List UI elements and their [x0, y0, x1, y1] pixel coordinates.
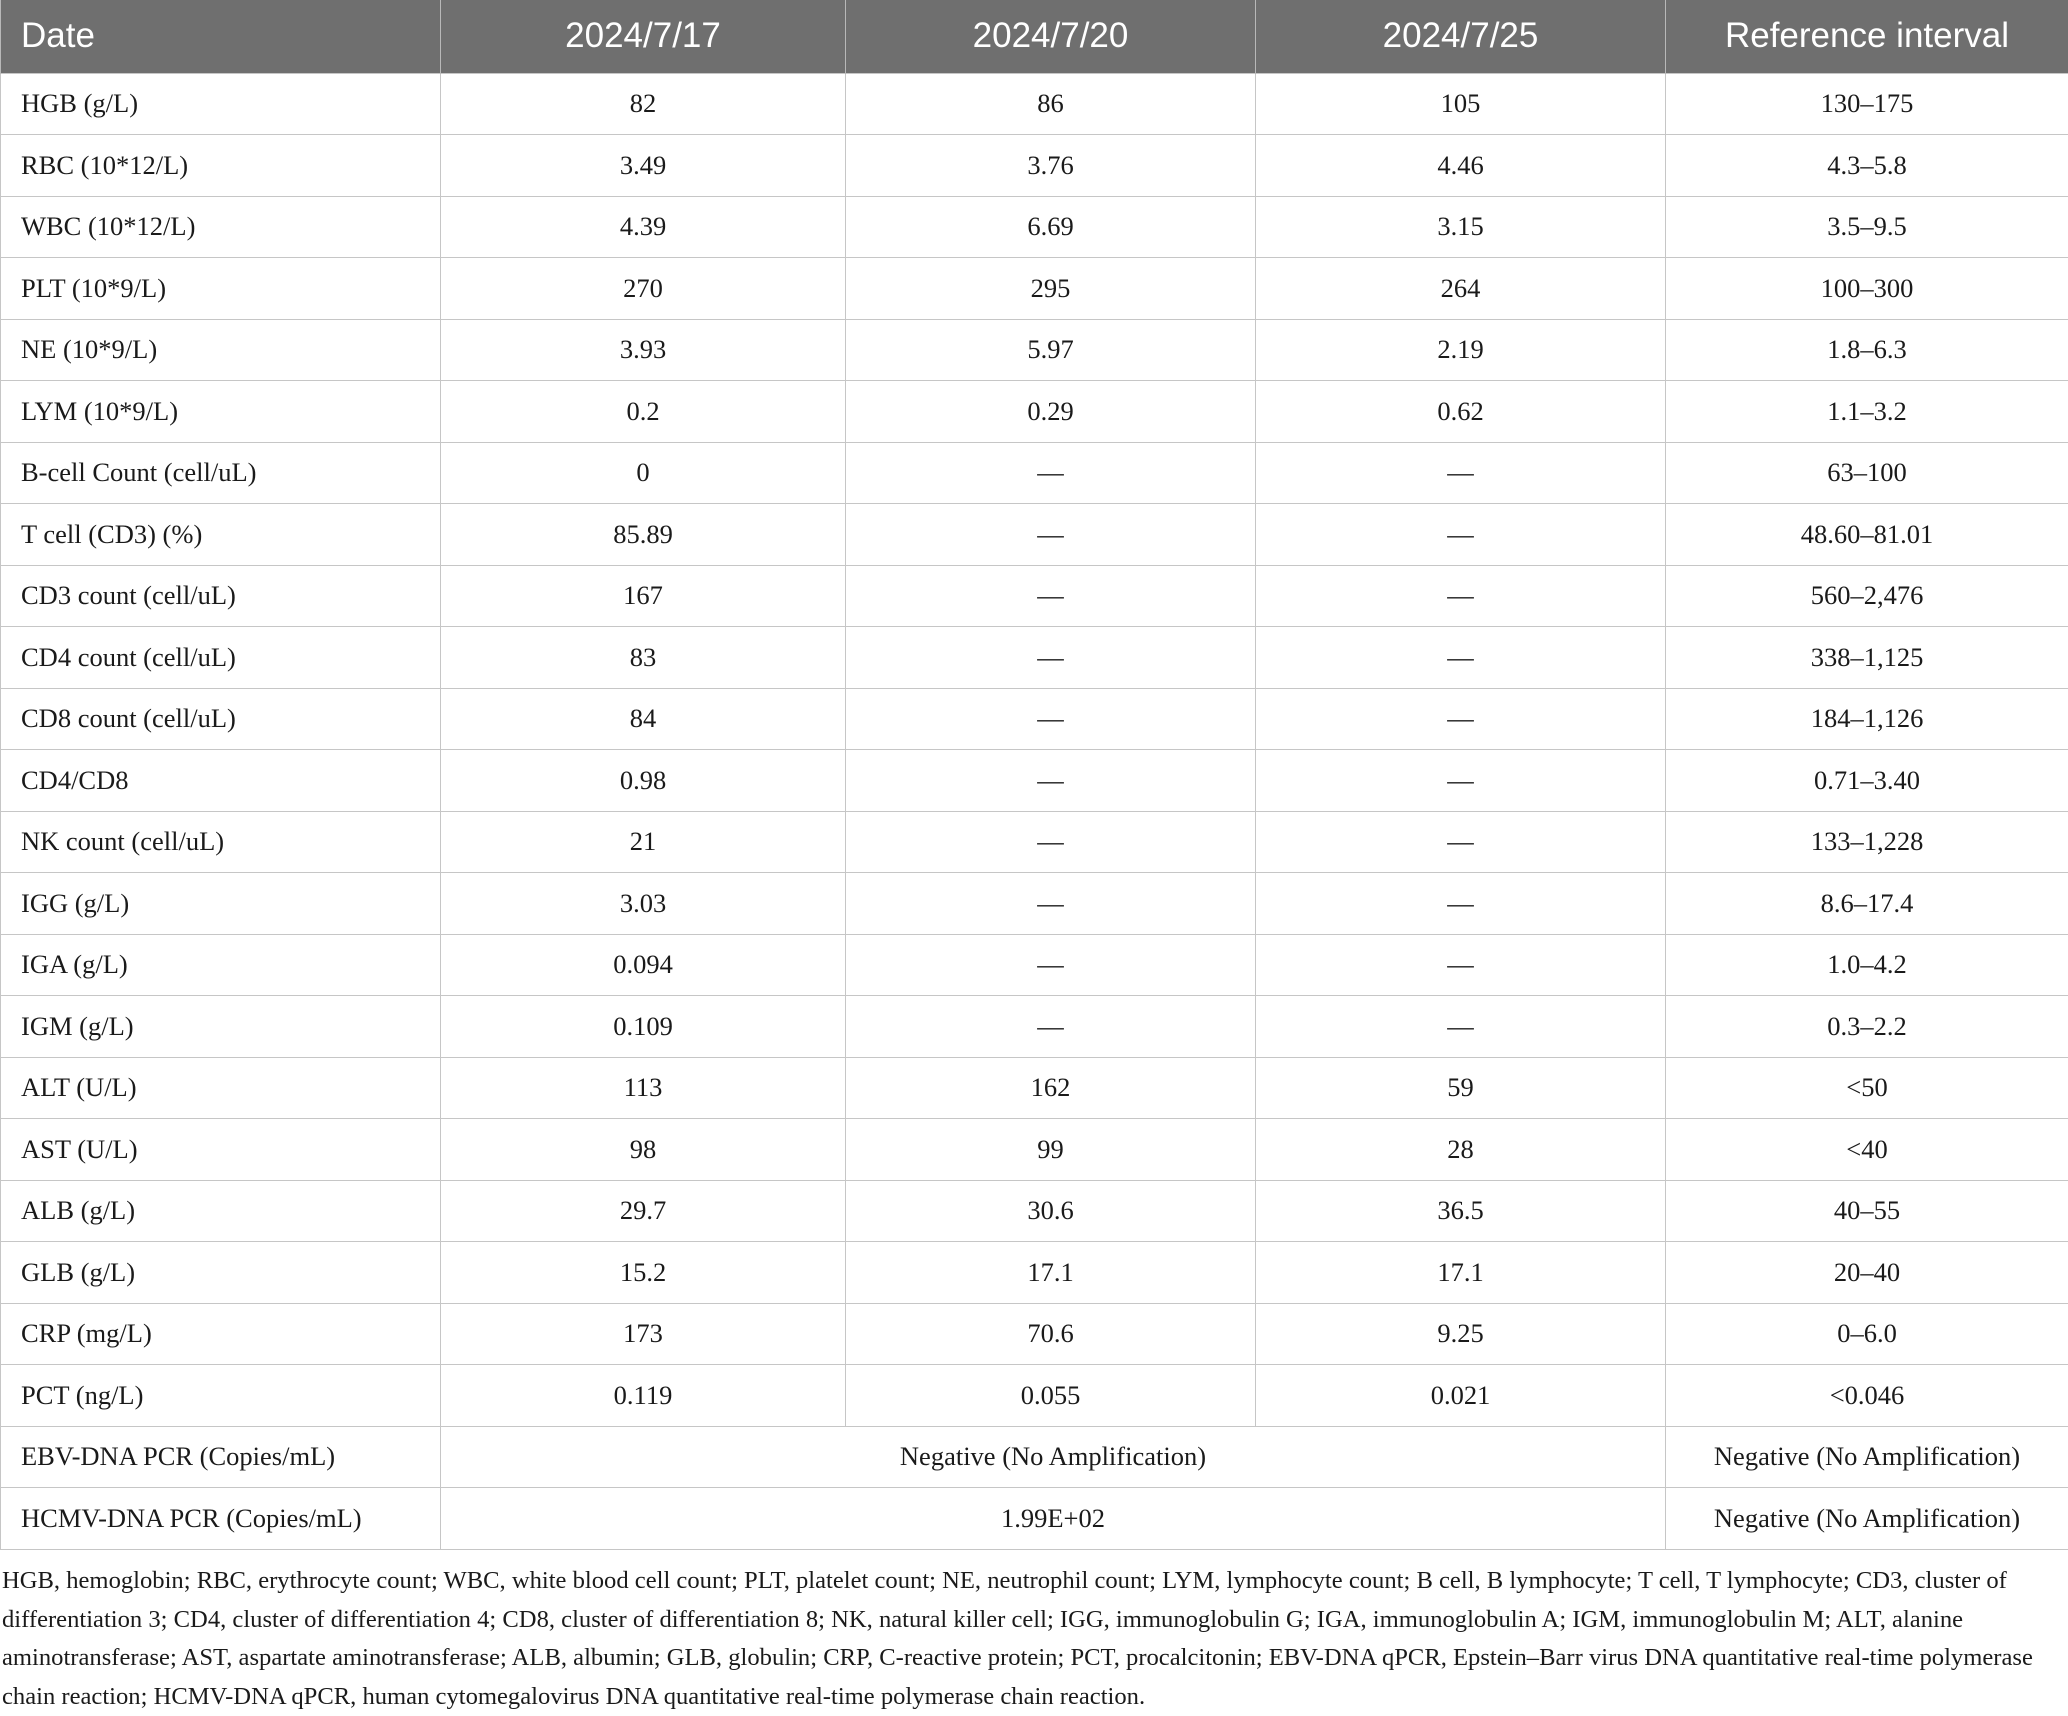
value-2024-7-25: 4.46 [1256, 135, 1666, 197]
table-footnote: HGB, hemoglobin; RBC, erythrocyte count; WBC, white blood cell count; PLT, platelet count; NE, neutrophil count; LYM, lymphocyte count; B cell, B lymphocyte; T cell, T lymphocyte; CD3, cluster of differentiation 3; CD4, cluster of differentiation 4; CD8, cluster of differentiation 8; NK, natural killer cell; IGG, immunoglobulin G; IGA, immunoglobulin A; IGM, immunoglobulin M; ALT, alanine aminotransferase; AST, aspartate aminotransferase; ALB, albumin; GLB, globulin; CRP, C-reactive protein; PCT, procalcitonin; EBV-DNA qPCR, Epstein–Barr virus DNA quantitative real-time polymerase chain reaction; HCMV-DNA qPCR, human cytomegalovirus DNA quantitative real-time polymerase chain reaction. [2, 1562, 2064, 1716]
value-2024-7-17: 0 [441, 442, 846, 504]
reference-value: 133–1,228 [1666, 811, 2068, 873]
row-label: ALB (g/L) [1, 1180, 441, 1242]
value-2024-7-17: 29.7 [441, 1180, 846, 1242]
value-2024-7-17: 0.119 [441, 1365, 846, 1427]
row-label: LYM (10*9/L) [1, 381, 441, 443]
table-row [1, 811, 2068, 873]
value-2024-7-25: 2.19 [1256, 319, 1666, 381]
table-header [1, 0, 2068, 73]
value-2024-7-25: — [1256, 627, 1666, 689]
value-2024-7-25: — [1256, 565, 1666, 627]
table-row [1, 1057, 2068, 1119]
value-2024-7-20: — [846, 688, 1256, 750]
reference-value: 20–40 [1666, 1242, 2068, 1304]
reference-value: 1.0–4.2 [1666, 934, 2068, 996]
row-label: AST (U/L) [1, 1119, 441, 1181]
table-row [1, 1180, 2068, 1242]
value-2024-7-25: 0.021 [1256, 1365, 1666, 1427]
reference-value: 100–300 [1666, 258, 2068, 320]
merged-row-ebv [1, 1426, 2068, 1488]
reference-value: 0–6.0 [1666, 1303, 2068, 1365]
value-2024-7-20: 0.29 [846, 381, 1256, 443]
row-label: B-cell Count (cell/uL) [1, 442, 441, 504]
row-label: ALT (U/L) [1, 1057, 441, 1119]
value-2024-7-20: — [846, 442, 1256, 504]
row-label: IGA (g/L) [1, 934, 441, 996]
reference-value: Negative (No Amplification) [1666, 1426, 2068, 1488]
merged-value: Negative (No Amplification) [441, 1426, 1666, 1488]
table-row [1, 1119, 2068, 1181]
value-2024-7-25: 105 [1256, 73, 1666, 135]
table-row [1, 258, 2068, 320]
row-label: IGM (g/L) [1, 996, 441, 1058]
reference-value: 63–100 [1666, 442, 2068, 504]
reference-value: 1.1–3.2 [1666, 381, 2068, 443]
value-2024-7-25: 9.25 [1256, 1303, 1666, 1365]
table-body [1, 73, 2068, 1549]
value-2024-7-17: 167 [441, 565, 846, 627]
value-2024-7-20: — [846, 873, 1256, 935]
table-row [1, 627, 2068, 689]
header-2024-7-25: 2024/7/25 [1256, 0, 1666, 73]
value-2024-7-20: — [846, 750, 1256, 812]
row-label: CD8 count (cell/uL) [1, 688, 441, 750]
reference-value: <0.046 [1666, 1365, 2068, 1427]
row-label: T cell (CD3) (%) [1, 504, 441, 566]
value-2024-7-17: 21 [441, 811, 846, 873]
value-2024-7-17: 113 [441, 1057, 846, 1119]
table-row [1, 1365, 2068, 1427]
table-row [1, 688, 2068, 750]
value-2024-7-25: — [1256, 996, 1666, 1058]
value-2024-7-25: 264 [1256, 258, 1666, 320]
table-row [1, 319, 2068, 381]
row-label: RBC (10*12/L) [1, 135, 441, 197]
row-label: GLB (g/L) [1, 1242, 441, 1304]
value-2024-7-20: — [846, 627, 1256, 689]
row-label: NK count (cell/uL) [1, 811, 441, 873]
value-2024-7-17: 85.89 [441, 504, 846, 566]
header-row [1, 0, 2068, 73]
reference-value: 130–175 [1666, 73, 2068, 135]
row-label: PCT (ng/L) [1, 1365, 441, 1427]
value-2024-7-25: 36.5 [1256, 1180, 1666, 1242]
value-2024-7-17: 0.109 [441, 996, 846, 1058]
value-2024-7-20: 30.6 [846, 1180, 1256, 1242]
value-2024-7-17: 3.93 [441, 319, 846, 381]
value-2024-7-20: 17.1 [846, 1242, 1256, 1304]
value-2024-7-25: — [1256, 504, 1666, 566]
header-2024-7-17: 2024/7/17 [441, 0, 846, 73]
table-row [1, 750, 2068, 812]
reference-value: 40–55 [1666, 1180, 2068, 1242]
table-row [1, 504, 2068, 566]
value-2024-7-25: — [1256, 442, 1666, 504]
table-row [1, 135, 2068, 197]
value-2024-7-20: 70.6 [846, 1303, 1256, 1365]
reference-value: 0.3–2.2 [1666, 996, 2068, 1058]
value-2024-7-20: — [846, 565, 1256, 627]
row-label: PLT (10*9/L) [1, 258, 441, 320]
table-row [1, 873, 2068, 935]
reference-value: 4.3–5.8 [1666, 135, 2068, 197]
value-2024-7-17: 15.2 [441, 1242, 846, 1304]
value-2024-7-20: — [846, 996, 1256, 1058]
header-2024-7-20: 2024/7/20 [846, 0, 1256, 73]
value-2024-7-25: 0.62 [1256, 381, 1666, 443]
value-2024-7-20: 5.97 [846, 319, 1256, 381]
reference-value: <50 [1666, 1057, 2068, 1119]
row-label: CD3 count (cell/uL) [1, 565, 441, 627]
value-2024-7-25: 17.1 [1256, 1242, 1666, 1304]
row-label: IGG (g/L) [1, 873, 441, 935]
merged-row-hcmv [1, 1488, 2068, 1550]
reference-value: Negative (No Amplification) [1666, 1488, 2068, 1550]
value-2024-7-20: 0.055 [846, 1365, 1256, 1427]
value-2024-7-25: 28 [1256, 1119, 1666, 1181]
value-2024-7-25: — [1256, 811, 1666, 873]
reference-value: 338–1,125 [1666, 627, 2068, 689]
table-row [1, 381, 2068, 443]
value-2024-7-20: 99 [846, 1119, 1256, 1181]
table-row [1, 73, 2068, 135]
merged-value: 1.99E+02 [441, 1488, 1666, 1550]
value-2024-7-25: — [1256, 688, 1666, 750]
table-row [1, 1242, 2068, 1304]
table-row [1, 196, 2068, 258]
row-label: HCMV-DNA PCR (Copies/mL) [1, 1488, 441, 1550]
value-2024-7-17: 83 [441, 627, 846, 689]
value-2024-7-25: 59 [1256, 1057, 1666, 1119]
table-row [1, 996, 2068, 1058]
row-label: HGB (g/L) [1, 73, 441, 135]
value-2024-7-17: 0.2 [441, 381, 846, 443]
row-label: EBV-DNA PCR (Copies/mL) [1, 1426, 441, 1488]
value-2024-7-20: 162 [846, 1057, 1256, 1119]
table-row [1, 1303, 2068, 1365]
value-2024-7-20: 295 [846, 258, 1256, 320]
row-label: CD4 count (cell/uL) [1, 627, 441, 689]
reference-value: 0.71–3.40 [1666, 750, 2068, 812]
reference-value: 48.60–81.01 [1666, 504, 2068, 566]
table-row [1, 565, 2068, 627]
value-2024-7-17: 3.49 [441, 135, 846, 197]
value-2024-7-20: — [846, 934, 1256, 996]
row-label: CD4/CD8 [1, 750, 441, 812]
reference-value: <40 [1666, 1119, 2068, 1181]
value-2024-7-17: 4.39 [441, 196, 846, 258]
value-2024-7-25: — [1256, 873, 1666, 935]
value-2024-7-20: 86 [846, 73, 1256, 135]
table-row [1, 934, 2068, 996]
value-2024-7-25: — [1256, 934, 1666, 996]
value-2024-7-20: — [846, 811, 1256, 873]
value-2024-7-25: 3.15 [1256, 196, 1666, 258]
row-label: WBC (10*12/L) [1, 196, 441, 258]
reference-value: 1.8–6.3 [1666, 319, 2068, 381]
value-2024-7-17: 3.03 [441, 873, 846, 935]
value-2024-7-17: 0.98 [441, 750, 846, 812]
reference-value: 560–2,476 [1666, 565, 2068, 627]
reference-value: 8.6–17.4 [1666, 873, 2068, 935]
value-2024-7-20: — [846, 504, 1256, 566]
value-2024-7-25: — [1256, 750, 1666, 812]
value-2024-7-17: 82 [441, 73, 846, 135]
header-date: Date [1, 0, 441, 73]
value-2024-7-17: 84 [441, 688, 846, 750]
value-2024-7-20: 3.76 [846, 135, 1256, 197]
table-row [1, 442, 2068, 504]
value-2024-7-20: 6.69 [846, 196, 1256, 258]
row-label: CRP (mg/L) [1, 1303, 441, 1365]
value-2024-7-17: 270 [441, 258, 846, 320]
row-label: NE (10*9/L) [1, 319, 441, 381]
value-2024-7-17: 173 [441, 1303, 846, 1365]
value-2024-7-17: 98 [441, 1119, 846, 1181]
value-2024-7-17: 0.094 [441, 934, 846, 996]
reference-value: 3.5–9.5 [1666, 196, 2068, 258]
header-reference-interval: Reference interval [1666, 0, 2068, 73]
reference-value: 184–1,126 [1666, 688, 2068, 750]
